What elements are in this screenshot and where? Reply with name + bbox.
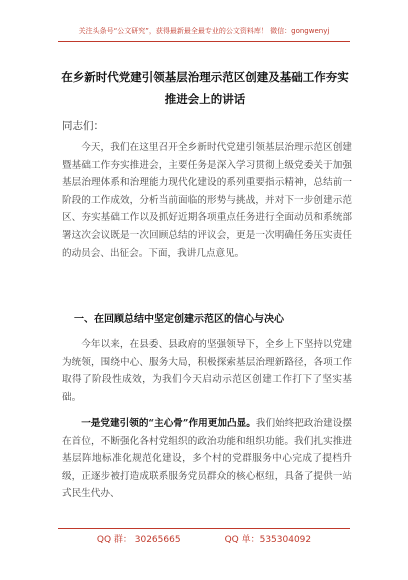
paragraph-point-one [62, 415, 352, 503]
paragraph-review: 今年以来，在县委、县政府的坚强领导下，全乡上下坚持以党建为统领，围绕中心、服务大局，积极探索基层治理新路径，各项工作取得了阶段性成效，为我们今天启动示范区创建工作打下了坚实基础。 [62, 339, 352, 403]
paragraph-point-one-lead: 一是党建引领的“主心骨”作用更加凸显。 [81, 418, 256, 429]
title-line-2: 推进会上的讲话 [164, 92, 246, 106]
paragraph-point-one-text: 我们始终把政治建设摆在首位，不断强化各村党组织的政治功能和组织功能。我们扎实推进基层阵地标准化规范化建设，多个村的党群服务中心完成了提档升级，正逐步被打造成联系服务党员群众的核心枢纽，具备了提供一站式民生代办、 [62, 418, 353, 500]
footer-qq-group: QQ 群： 30265665 [96, 535, 181, 545]
document-title [60, 66, 350, 110]
footer-divider [58, 528, 350, 529]
header-note: 关注头条号“公文研究”，获得最新最全最专业的公文资料库！ 微信：gongwenyj [78, 27, 330, 35]
header-divider [58, 41, 350, 42]
paragraph-opening: 今天，我们在这里召开全乡新时代党建引领基层治理示范区创建暨基础工作夯实推进会，主要任务是深入学习贯彻上级党委关于加强基层治理体系和治理能力现代化建设的系列重要指示精神，总结前一阶段的工作成效，分析当前面临的形势与挑战，并对下一步创建示范区、夯实基础工作以及抓好近期各项重点任务进行全面动员和系统部署这次会议既是一次回顾总结的评议会，更是一次明确任务压实责任的动员会、出征会。下面，我讲几点意见。 [62, 142, 352, 259]
footer [0, 532, 408, 545]
title-line-1: 在乡新时代党建引领基层治理示范区创建及基础工作夯实 [61, 70, 349, 84]
salutation: 同志们： [62, 120, 104, 132]
footer-qq-contact: QQ 单：535304092 [224, 535, 312, 545]
section-heading-1: 一、在回顾总结中坚定创建示范区的信心与决心 [74, 314, 284, 325]
